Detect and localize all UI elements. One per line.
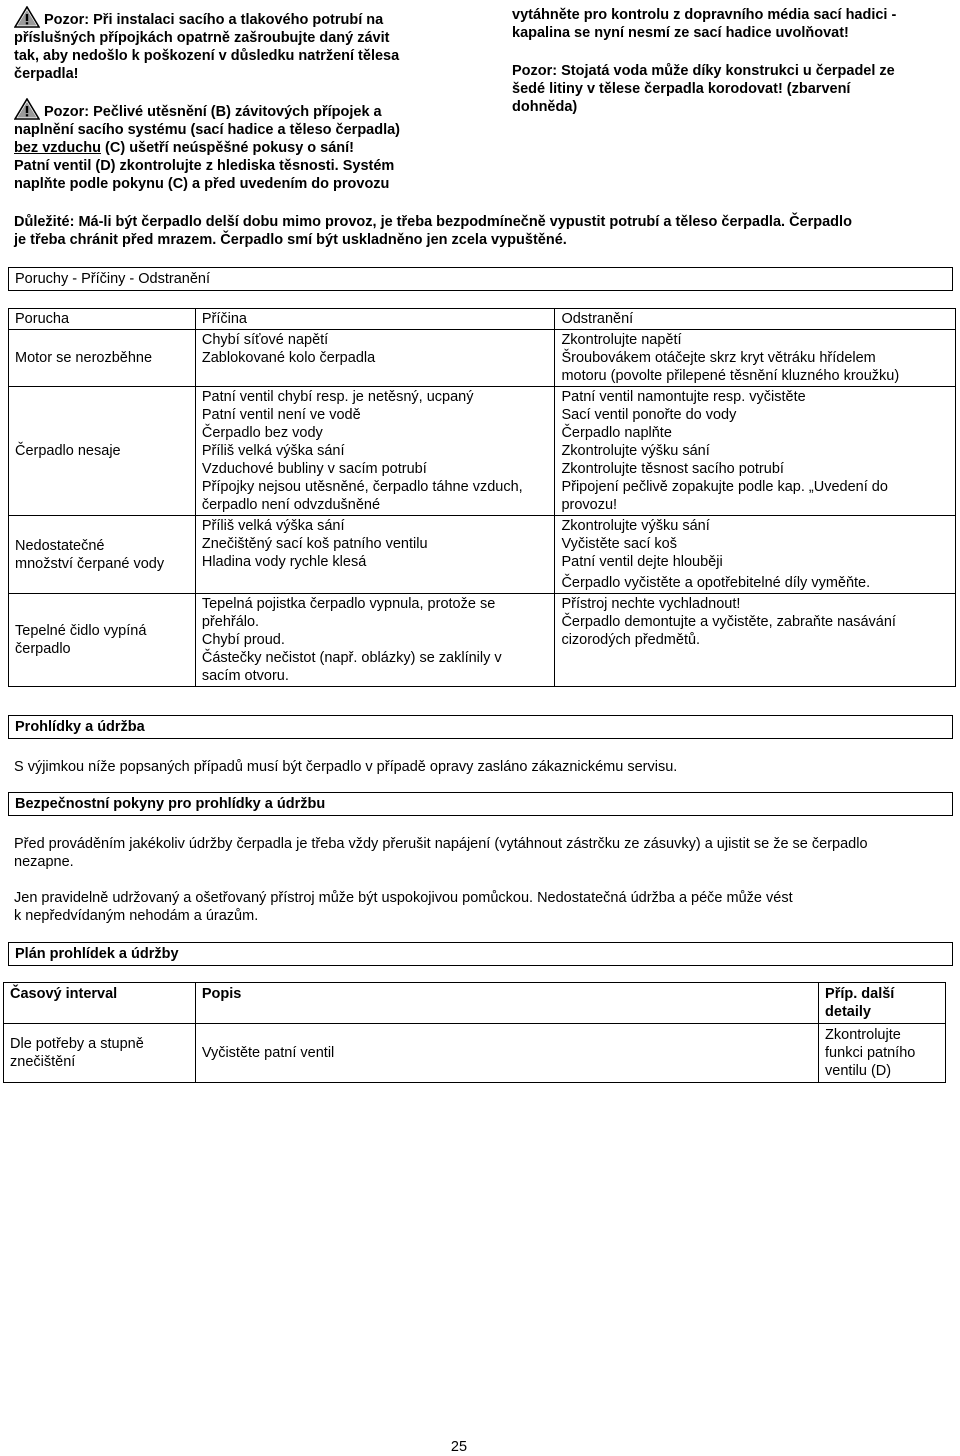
inspection-text: S výjimkou níže popsaných případů musí být čerpadlo v případě opravy zasláno zákaznickému servisu.: [14, 759, 678, 775]
section-title: Poruchy - Příčiny - Odstranění: [15, 271, 211, 287]
fault-name: množství čerpané vody: [15, 555, 165, 572]
cause-line: Znečištěný sací koš patního ventilu: [201, 536, 428, 552]
warning-1-line: příslušných přípojkách opatrně zašroubujte daný závit: [14, 30, 390, 46]
column-header: Odstranění: [555, 309, 956, 330]
cause-line: Příliš velká výška sání: [201, 518, 345, 534]
remedy-line: cizorodých předmětů.: [561, 632, 701, 648]
fault-cell: [9, 330, 196, 387]
safety-line: nezapne.: [14, 854, 74, 870]
cause-line: Příliš velká výška sání: [201, 443, 345, 459]
warning-2-underlined: bez vzduchu: [14, 140, 102, 156]
remedy-line: Patní ventil namontujte resp. vyčistěte: [561, 389, 806, 405]
section-header-faults: [8, 267, 953, 291]
interval-line: znečištění: [10, 1054, 76, 1070]
interval-cell: [4, 1024, 196, 1083]
column-header: Časový interval: [4, 983, 196, 1024]
column-header: Příčina: [195, 309, 555, 330]
fault-cell: [9, 387, 196, 516]
right-column-text: [512, 6, 952, 116]
remedy-line: Šroubovákem otáčejte skrz kryt větráku hřídelem: [561, 350, 876, 366]
remedy-line: Čerpadlo naplňte: [561, 425, 672, 441]
remedy-cell: [555, 594, 956, 687]
section-title: Bezpečnostní pokyny pro prohlídky a údržbu: [15, 796, 326, 812]
cause-line: Čerpadlo bez vody: [201, 425, 323, 441]
warning-2-line-rest: (C) ušetří neúspěšné pokusy o sání!: [101, 140, 355, 156]
warning-block-1: [14, 6, 494, 83]
safety-line: k nepředvídaným nehodám a úrazům.: [14, 908, 259, 924]
section-title: Prohlídky a údržba: [15, 719, 145, 735]
column-header: Popis: [195, 983, 818, 1024]
warning-1-lead: Pozor: Při instalaci sacího a tlakového potrubí na: [44, 12, 384, 28]
column-header-line: detaily: [825, 1004, 871, 1020]
table-header-row: [9, 309, 956, 330]
right-note-line: dohněda): [512, 99, 578, 115]
right-line: kapalina se nyní nesmí ze sací hadice uvolňovat!: [512, 25, 849, 41]
section-title: Plán prohlídek a údržby: [15, 946, 179, 962]
column-header-line: Příp. další: [825, 986, 895, 1002]
remedy-line: Čerpadlo vyčistěte a opotřebitelné díly vyměňte.: [561, 575, 871, 591]
fault-cell: [9, 516, 196, 594]
remedy-cell: [555, 330, 956, 387]
column-header: [819, 983, 946, 1024]
interval-line: Dle potřeby a stupně: [10, 1036, 144, 1052]
fault-cell: [9, 594, 196, 687]
warning-2-line: Patní ventil (D) zkontrolujte z hlediska těsnosti. Systém: [14, 158, 395, 174]
cause-line: Chybí síťové napětí: [201, 332, 329, 348]
remedy-line: Vyčistěte sací koš: [561, 536, 677, 552]
cause-line: Zablokované kolo čerpadla: [201, 350, 376, 366]
important-notice: [14, 213, 954, 249]
warning-triangle-icon: [14, 6, 40, 28]
remedy-cell: [555, 516, 956, 594]
table-row: [9, 594, 956, 687]
details-line: Zkontrolujte: [825, 1027, 901, 1043]
fault-name: Nedostatečné: [15, 537, 105, 554]
cause-line: Patní ventil chybí resp. je netěsný, ucpaný: [201, 389, 474, 405]
warning-2-line: naplňte podle pokynu (C) a před uvedením do provozu: [14, 176, 390, 192]
cause-cell: [195, 516, 555, 594]
warning-1-line: čerpadla!: [14, 66, 79, 82]
cause-line: Hladina vody rychle klesá: [201, 554, 367, 570]
fault-name: Motor se nerozběhne: [15, 350, 153, 366]
description-cell: [195, 1024, 818, 1083]
right-note-line: Pozor: Stojatá voda může díky konstrukci u čerpadel ze: [512, 63, 895, 79]
remedy-line: Patní ventil dejte hlouběji: [561, 554, 723, 570]
cause-cell: [195, 330, 555, 387]
fault-name: Tepelné čidlo vypíná: [15, 623, 147, 639]
cause-line: Tepelná pojistka čerpadlo vypnula, protože se: [201, 596, 496, 612]
safety-line: Před prováděním jakékoliv údržby čerpadla je třeba vždy přerušit napájení (vytáhnout zástrčku ze zásuvky) a ujistit se že se čerpadlo: [14, 836, 868, 852]
cause-line: Chybí proud.: [201, 632, 285, 648]
cause-line: Patní ventil není ve vodě: [201, 407, 361, 423]
section-header-safety: [8, 792, 953, 816]
fault-table: [8, 308, 956, 687]
warning-block-2: [14, 98, 494, 193]
cause-line: Vzduchové bubliny v sacím potrubí: [201, 461, 427, 477]
table-row: [9, 516, 956, 594]
remedy-line: Zkontrolujte napětí: [561, 332, 682, 348]
cause-cell: [195, 387, 555, 516]
page-number: 25: [450, 1439, 468, 1455]
cause-cell: [195, 594, 555, 687]
fault-name: Čerpadlo nesaje: [15, 443, 121, 459]
remedy-line: Zkontrolujte výšku sání: [561, 518, 710, 534]
table-header-row: [4, 983, 946, 1024]
remedy-line: provozu!: [561, 497, 618, 513]
safety-paragraph-1: [14, 835, 954, 871]
remedy-line: Připojení pečlivě zopakujte podle kap. „Uvedení do: [561, 479, 888, 495]
right-line: vytáhněte pro kontrolu z dopravního média sací hadici -: [512, 7, 897, 23]
warning-2-line: naplnění sacího systému (sací hadice a těleso čerpadla): [14, 122, 401, 138]
maintenance-plan-table: [3, 982, 946, 1083]
cause-line: Částečky nečistot (např. oblázky) se zaklínily v: [201, 650, 502, 666]
warning-2-lead: Pozor: Pečlivé utěsnění (B) závitových přípojek a: [44, 104, 382, 120]
fault-name: čerpadlo: [15, 641, 71, 657]
right-note-line: šedé litiny v tělese čerpadla korodovat! (zbarvení: [512, 81, 851, 97]
remedy-line: Zkontrolujte těsnost sacího potrubí: [561, 461, 784, 477]
details-line: ventilu (D): [825, 1063, 892, 1079]
important-line: je třeba chránit před mrazem. Čerpadlo smí být uskladněno jen zcela vypuštěné.: [14, 232, 567, 248]
cause-line: přehřálo.: [201, 614, 260, 630]
cause-line: čerpadlo není odvzdušněné: [201, 497, 381, 513]
warning-1-line: tak, aby nedošlo k poškození v důsledku natržení tělesa: [14, 48, 400, 64]
table-row: [9, 330, 956, 387]
warning-triangle-icon: [14, 98, 40, 120]
details-line: funkci patního: [825, 1045, 916, 1061]
important-line: Důležité: Má-li být čerpadlo delší dobu mimo provoz, je třeba bezpodmínečně vypustit potrubí a těleso čerpadla. Čerpadlo: [14, 214, 852, 230]
cause-line: sacím otvoru.: [201, 668, 289, 684]
column-header: Porucha: [9, 309, 196, 330]
remedy-cell: [555, 387, 956, 516]
remedy-line: Zkontrolujte výšku sání: [561, 443, 710, 459]
cause-line: Přípojky nejsou utěsněné, čerpadlo táhne vzduch,: [201, 479, 523, 495]
remedy-line: motoru (povolte přilepené těsnění kluzného kroužku): [561, 368, 900, 384]
remedy-line: Sací ventil ponořte do vody: [561, 407, 737, 423]
safety-line: Jen pravidelně udržovaný a ošetřovaný přístroj může být uspokojivou pomůckou. Nedostatečná údržba a péče může vést: [14, 890, 793, 906]
remedy-line: Přístroj nechte vychladnout!: [561, 596, 741, 612]
table-row: [9, 387, 956, 516]
section-header-plan: [8, 942, 953, 966]
section-header-inspection: [8, 715, 953, 739]
safety-paragraph-2: [14, 889, 954, 925]
details-cell: [819, 1024, 946, 1083]
description-text: Vyčistěte patní ventil: [201, 1045, 335, 1061]
table-row: [4, 1024, 946, 1083]
remedy-line: Čerpadlo demontujte a vyčistěte, zabraňte nasávání: [561, 614, 896, 630]
